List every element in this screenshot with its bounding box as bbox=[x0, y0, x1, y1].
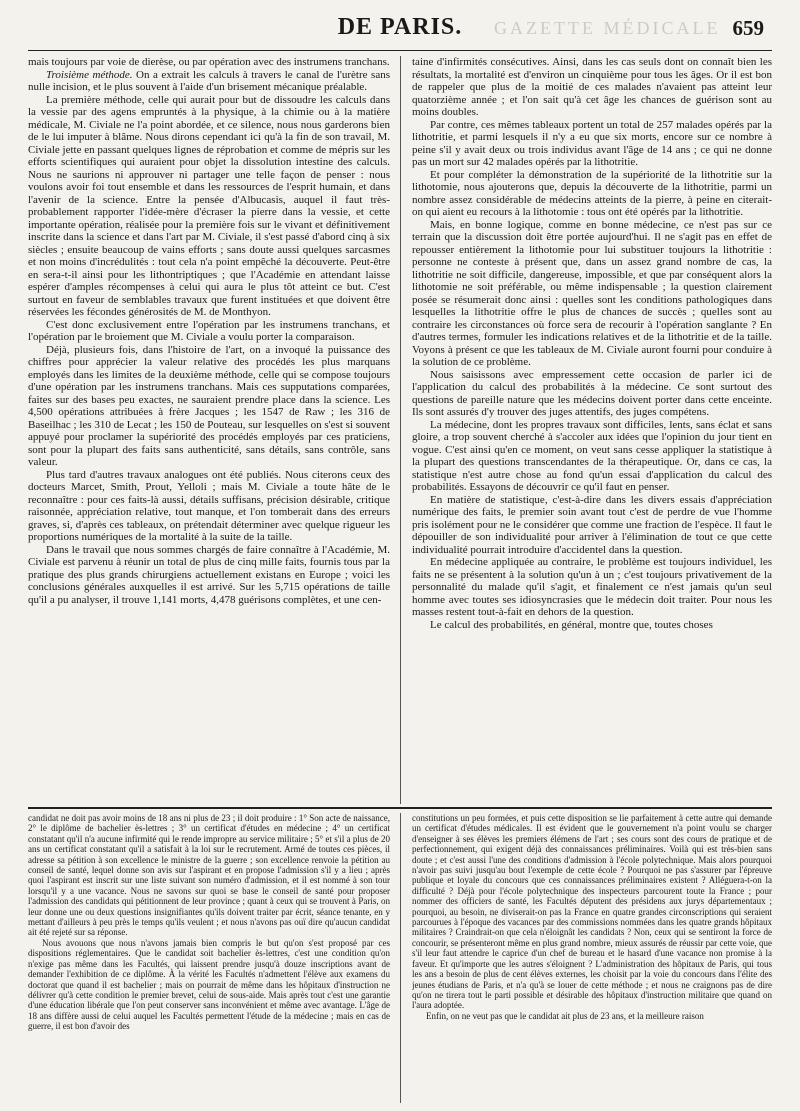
paragraph bbox=[28, 469, 390, 544]
paragraph bbox=[412, 813, 772, 1011]
section-rule bbox=[28, 807, 772, 809]
paragraph-text: On a extrait les calculs à travers le canal de l'urètre sans nulle incision, et le plus souvent à l'aide d'un brisement mécanique préalable. bbox=[28, 68, 390, 93]
bleed-through-text: GAZETTE MÉDICALE bbox=[494, 18, 721, 38]
paragraph-text: Nous saisissons avec empressement cette occasion de parler ici de l'application du calcul des probabilités à la médecine. Ce sont surtout des questions de pareille nature que les médecins doivent porter dans cette enceinte. Ils sont assurés d'y trouver des juges attentifs, des juges compétens. bbox=[412, 368, 772, 418]
paragraph-text: Et pour compléter la démonstration de la supériorité de la lithotritie sur la lithotomie, nous ajouterons que, depuis la découverte de la lithotritie, parmi un nombre assez considérable de médecins atteints de la pierre, à peine en citerait-on qui aient eu recours à la lithotomie : tous ont été opérés par la lithotritie. bbox=[412, 168, 772, 218]
paragraph bbox=[28, 813, 390, 938]
paragraph-text: Le calcul des probabilités, en général, montre que, toutes choses bbox=[430, 618, 713, 631]
paragraph bbox=[28, 56, 390, 69]
paragraph-text: En médecine appliquée au contraire, le problème est toujours individuel, les faits ne se présentent à la solution qu'un à un ; c'est toujours privativement de la personnalité du malade qu'il s'agit, et finalement ce n'est jamais qu'un seul homme avec toutes ses idiosyncrasies que le médecin doit traiter. Pour nous les masses restent tout-à-fait en dehors de la question. bbox=[412, 556, 772, 618]
paragraph bbox=[412, 119, 772, 169]
paragraph bbox=[412, 556, 772, 619]
paragraph-text: Enfin, on ne veut pas que le candidat ait plus de 23 ans, et la meilleure raison bbox=[426, 1010, 704, 1021]
paragraph bbox=[412, 219, 772, 369]
paragraph-text: Dans le travail que nous sommes chargés de faire connaître à l'Académie, M. Civiale est parvenu à réunir un total de plus de cinq mille faits, fournis tous par la pratique des plus grands chirurgiens actuellement existans en Europe ; voici les conclusions générales auxquelles il est arrivé. Sur les 5,715 opérations de taille qu'il a pu analyser, il trouve 1,141 morts, 4,478 guérisons complètes, et une cen- bbox=[28, 543, 390, 606]
paragraph-text: constitutions un peu formées, et puis cette disposition se lie parfaitement à cette autre qui demande un certificat d'études médicales. Il est évident que le gouvernement n'a point voulu se charger d'enseigner à ses élèves les premiers élémens de l'art ; ses cours sont des cours de pratique et de perfectionnement, qui exigent déjà des connaissances préliminaires. Voilà qui est très-bien sans doute ; et c'est aussi l'une des conditions d'admission à l'école polytechnique. Mais alors pourquoi n'avoir pas suivi jusqu'au bout l'exemple de cette école ? Pourquoi ne pas s'assurer par l'épreuve publique et loyale du concours que ces connaissances préliminaires existent ? Alléguera-t-on la difficulté ? Déjà pour l'école polytechnique des inspecteurs parcourent toute la France ; pour nommer des officiers de santé, les Facultés députent des présidens aux jurys départementaux ; pourquoi, au besoin, ne diviserait-on pas la France en quatre grandes circonscriptions qui seraient parcourues à l'époque des vacances par des commissions nommées dans les quatre grands hôpitaux militaires ? Craindrait-on que cela n'éloignât les candidats ? Non, ceux qui se sentiront la force de concourir, se présenteront même en plus grand nombre, mieux assurés de réussir par cette voie, que s'il leur faut attendre le caprice d'un chef de bureau et le hasard d'une vacance non promise à la faveur. Et qu'importe que les autres s'éloignent ? L'administration des hôpitaux de Paris, qui tous les ans a besoin de plus de cent élèves externes, les choisit par la voie du concours dans l'élite des jeunes étudians de Paris, et n'a qu'à se louer de cette méthode ; et nous ne craignons pas de dire qu'on ne tirera tout le parti possible et désirable des hôpitaux d'instruction militaire que quand on l'aura adoptée. bbox=[412, 813, 772, 1011]
paragraph bbox=[28, 544, 390, 607]
lower-left-column bbox=[28, 813, 390, 1103]
header-rule bbox=[28, 50, 772, 51]
paragraph bbox=[412, 419, 772, 494]
paragraph bbox=[412, 619, 772, 632]
paragraph bbox=[28, 69, 390, 94]
lower-right-column bbox=[412, 813, 772, 1103]
paragraph-text: En matière de statistique, c'est-à-dire dans les divers essais d'appréciation numérique des faits, le premier soin avant tout c'est de perdre de vue l'homme pris isolément pour ne le considérer que comme une fraction de l'espèce. Il faut le dépouiller de son individualité pour arriver à l'élimination de tout ce que cette individualité pourrait introduire d'accidentel dans la question. bbox=[412, 493, 772, 556]
column-divider bbox=[400, 56, 401, 804]
paragraph bbox=[412, 1011, 772, 1021]
paragraph-text: Plus tard d'autres travaux analogues ont été publiés. Nous citerons ceux des docteurs Marcet, Smith, Prout, Yelloli ; mais M. Civiale a toute hâte de le reconnaître : pour ces faits-là aussi, détails suffisans, précision désirable, critique raisonnée, appréciation relative, tout manque, et l'on tomberait dans des erreurs graves, si, d'après ces tableaux, on prétendait déterminer avec quelque rigueur les proportions numériques de la mortalité à la suite de la taille. bbox=[28, 468, 390, 543]
paragraph-text: C'est donc exclusivement entre l'opération par les instrumens tranchans, et l'opération par le broiement que M. Civiale a voulu porter la comparaison. bbox=[28, 318, 390, 343]
lower-section bbox=[28, 813, 772, 1103]
paragraph-text: Par contre, ces mêmes tableaux portent un total de 257 malades opérés par la lithotritie, et parmi lesquels il n'y a eu que six morts, encore sur ce nombre à peine s'il y avait deux ou trois individus avant l'âge de 14 ans ; ce qui ne donne pas un mort sur 42 malades opérés par la lithotritie. bbox=[412, 118, 772, 168]
paragraph-text: Mais, en bonne logique, comme en bonne médecine, ce n'est pas sur ce terrain que la discussion doit être portée aujourd'hui. Il ne s'agit pas en effet de repousser entièrement la lithotomie pour lui substituer toujours la lithotritie : personne ne conteste à présent que, dans un assez grand nombre de cas, la lithotritie ne soit difficile, dangereuse, impossible, et que par conséquent alors la lithotomie ne soit préférable, ou même indispensable ; la question clairement posée se résumerait donc ainsi : quelles sont les conditions pathologiques dans lesquelles la lithotritie offre le plus de chances de succès ; quelles sont au contraire les circonstances où force sera de recourir à l'opération sanglante ? En d'autres termes, formuler les indications relatives et de la lithotritie et de la taille. Voyons à présent ce que les tableaux de M. Civiale auront fourni pour conduire à la solution de ce problème. bbox=[412, 218, 772, 368]
paragraph-text: taine d'infirmités consécutives. Ainsi, dans les cas seuls dont on connaît bien les résultats, la mortalité est d'environ un cinquième pour tous les âges. Or il est bon de rappeler que plus de la moitié de ces malades n'avaient pas atteint leur quatorzième année ; et l'on sait qu'à cet âge les chances de guérison sont au moins doubles. bbox=[412, 56, 772, 118]
paragraph-text: La première méthode, celle qui aurait pour but de dissoudre les calculs dans la vessie par des agens empruntés à la physique, à la chimie ou à la matière médicale, M. Civiale ne l'a point abordée, et ce silence, nous nous garderons bien de le lui imputer à blâme. Nous dirons cependant ici qu'à la fin de son travail, M. Civiale jette en passant quelques lignes de réprobation et comme de mépris sur les efforts scientifiques qui auraient pour objet la dissolution intestine des calculs. Nous ne saurions ni approuver ni partager une telle façon de penser : nous voulons avoir foi tout ensemble et dans les ressources de l'esprit humain, et dans l'avenir de la science. Entre la pensée d'Albucasis, auquel il faut très-probablement rapporter l'idée-mère d'écraser la pierre dans la vessie, et cette importante opération, réalisée pour la première fois sur le vivant et définitivement inscrite dans la science et dans l'art par M. Civiale, il s'est passé d'abord cinq à six siècles ; ensuite beaucoup de vains efforts ; sans doute aussi quelques sarcasmes et non moins d'incrédulités : tout cela n'a point empêché la découverte. Peut-être en sera-t-il ainsi pour les lithontriptiques ; que l'Académie en attendant laisse espérer d'amples récompenses à celui qui aura le plus tôt atteint ce but. C'est surtout en faveur de semblables travaux que furent instituées et que doivent être réservées les fécondes générosités de M. de Monthyon. bbox=[28, 93, 390, 318]
paragraph bbox=[412, 169, 772, 219]
section-lead: Troisième méthode. bbox=[46, 68, 133, 81]
paragraph-text: La médecine, dont les propres travaux sont difficiles, lents, sans éclat et sans gloire, a trop souvent cherché à s'accoler aux idées que l'opinion du jour tient en vogue. C'est ainsi qu'en ce moment, on veut sans cesse appliquer la statistique à la plupart des questions transcendantes de la thérapeutique. Or, dans ce cas, la statistique n'est autre chose au fond qu'un essai d'application du calcul des probabilités. Essayons de découvrir ce qu'il faut en penser. bbox=[412, 418, 772, 493]
page-number: 659 bbox=[732, 16, 764, 40]
paragraph-text: Déjà, plusieurs fois, dans l'histoire de l'art, on a invoqué la puissance des chiffres pour apprécier la valeur relative des procédés les plus marquans employés dans les limites de la deuxième méthode, celle qui se compose toujours d'une opération par les instrumens tranchans. Mais ces supputations comparées, faites sur des bases peu exactes, ne sauraient prendre place dans la science. Les 4,500 opérations attribuées à frère Jacques ; les 1547 de Raw ; les 316 de Baseilhac ; les 310 de Lecat ; les 150 de Pouteau, sur lesquelles on s'est si souvent appuyé pour proclamer la supériorité des procédés employés par ces praticiens, sont pour la plupart des faits sans authenticité, sans détails, sans contrôle, sans valeur. bbox=[28, 343, 390, 468]
paragraph bbox=[28, 94, 390, 319]
paragraph bbox=[28, 344, 390, 469]
upper-right-column bbox=[412, 56, 772, 804]
paragraph-text: mais toujours par voie de dierèse, ou par opération avec des instrumens tranchans. bbox=[28, 56, 390, 68]
paragraph bbox=[412, 494, 772, 557]
paragraph-text: candidat ne doit pas avoir moins de 18 ans ni plus de 23 ; il doit produire : 1° Son acte de naissance, 2° le diplôme de bachelier ès-lettres ; 3° un certificat d'études en médecine ; 4° un certificat constatant qu'il n'a aucune infirmité qui le rende impropre au service militaire ; 5° et s'il a plus de 20 ans un certificat constatant qu'il a satisfait à la loi sur le recrutement. Armé de toutes ces pièces, il adresse sa pétition à son excellence le ministre de la guerre ; son excellence renvoie la pétition au conseil de santé, lequel donne son avis sur l'aspirant et en propose l'admission s'il y a lieu ; après quoi l'aspirant est inscrit sur une liste suivant son numéro d'admission, et il est nommé à son tour lorsqu'il y a une vacance. Nous ne savons sur quoi se base le conseil de santé pour proposer l'admission des candidats qui pétitionnent de leur province ; quant à ceux qui se trouvent à Paris, on leur donne une ou deux questions insignifiantes qu'ils doivent traiter par écrit, séance tenante, en y mettant d'ailleurs à peu près le temps qu'ils veulent ; et nous n'avons pas ouï dire qu'aucun candidat ait été rejeté sur sa réponse. bbox=[28, 813, 390, 938]
paragraph bbox=[412, 56, 772, 119]
paragraph bbox=[28, 319, 390, 344]
paragraph bbox=[412, 369, 772, 419]
paragraph bbox=[28, 938, 390, 1032]
page-header bbox=[24, 14, 776, 44]
upper-left-column bbox=[28, 56, 390, 804]
running-title: DE PARIS. bbox=[337, 14, 463, 40]
paragraph-text: Nous avouons que nous n'avons jamais bien compris le but qu'on s'est proposé par ces dispositions réglementaires. Que le candidat soit bachelier ès-lettres, c'est une condition qu'on n'exige pas même dans les Facultés, qui laissent prendre jusqu'à douze inscriptions avant de demander l'exhibition de ce diplôme. À la vérité les Facultés n'admettent l'élève aux examens du doctorat que quand il est bachelier ; mais on pourrait de même dans les hôpitaux d'instruction ne délivrer qu'à cette condition le premier brevet, celui de sous-aide. Mais après tout c'est une garantie d'une éducation libérale que l'on peut conserver sans inconvénient et même avec avantage. L'âge de 18 ans diffère aussi de celui auquel les Facultés permettent l'étude de la médecine ; mais en cas de guerre, il est bon d'avoir des bbox=[28, 937, 390, 1032]
upper-section bbox=[28, 56, 772, 804]
column-divider bbox=[400, 813, 401, 1103]
